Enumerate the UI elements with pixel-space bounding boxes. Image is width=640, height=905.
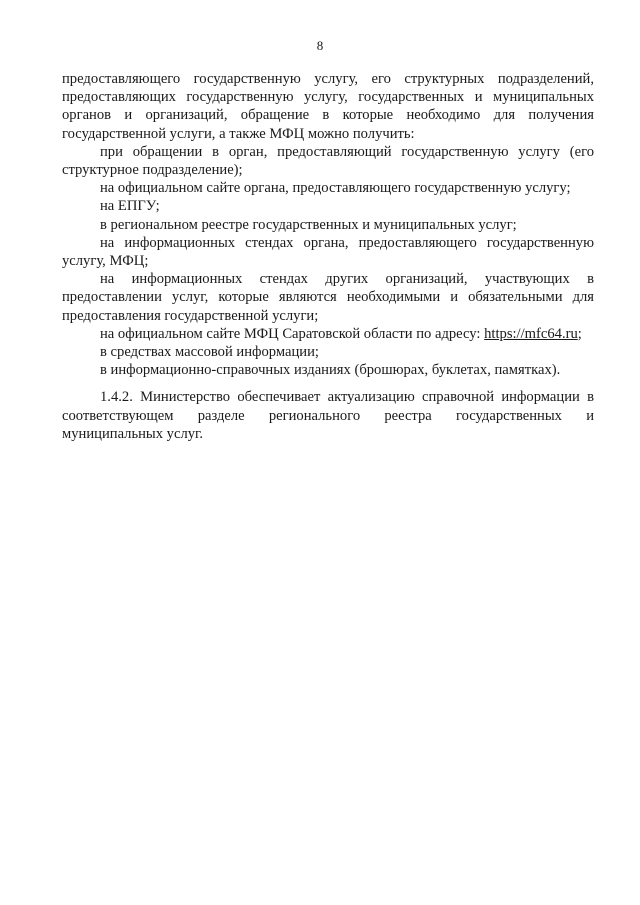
list-item-regional-registry: в региональном реестре государственных и муниципальных услуг;	[100, 216, 517, 233]
list-item-info-stands-other: на информационных стендах других организаций, участвующих в предоставлении услуг, которые являются необходимыми и обязательными для предоставления государственной услуги;	[62, 271, 594, 324]
list-item-office: при обращении в орган, предоставляющий государственную услугу (его структурное подразделение);	[62, 143, 594, 179]
document-body	[62, 70, 594, 443]
mfc-site-link[interactable]: https://mfc64.ru	[484, 325, 578, 342]
list-item-mfc-site	[62, 325, 594, 343]
list-item-info-stands-organ: на информационных стендах органа, предоставляющего государственную услугу, МФЦ;	[62, 234, 594, 270]
mfc-site-text: на официальном сайте МФЦ Саратовской области по адресу:	[100, 325, 485, 342]
list-item-epgu: на ЕПГУ;	[100, 198, 160, 215]
page-number: 8	[316, 38, 324, 53]
intro-paragraph: предоставляющего государственную услугу, его структурных подразделений, предоставляющих государственную услугу, государственных и муниципальных органов и организаций, обращение в которые необходимо для получения государственной услуги, а также МФЦ можно получить:	[62, 71, 594, 142]
list-item-mass-media: в средствах массовой информации;	[100, 344, 319, 361]
list-item-official-site: на официальном сайте органа, предоставляющего государственную услугу;	[100, 180, 571, 197]
section-1-4-2-paragraph: 1.4.2. Министерство обеспечивает актуализацию справочной информации в соответствующем разделе регионального реестра государственных и муниципальных услуг.	[62, 389, 594, 442]
mfc-site-punct: ;	[577, 325, 582, 342]
list-item-reference-publications: в информационно-справочных изданиях (брошюрах, буклетах, памятках).	[100, 362, 561, 379]
